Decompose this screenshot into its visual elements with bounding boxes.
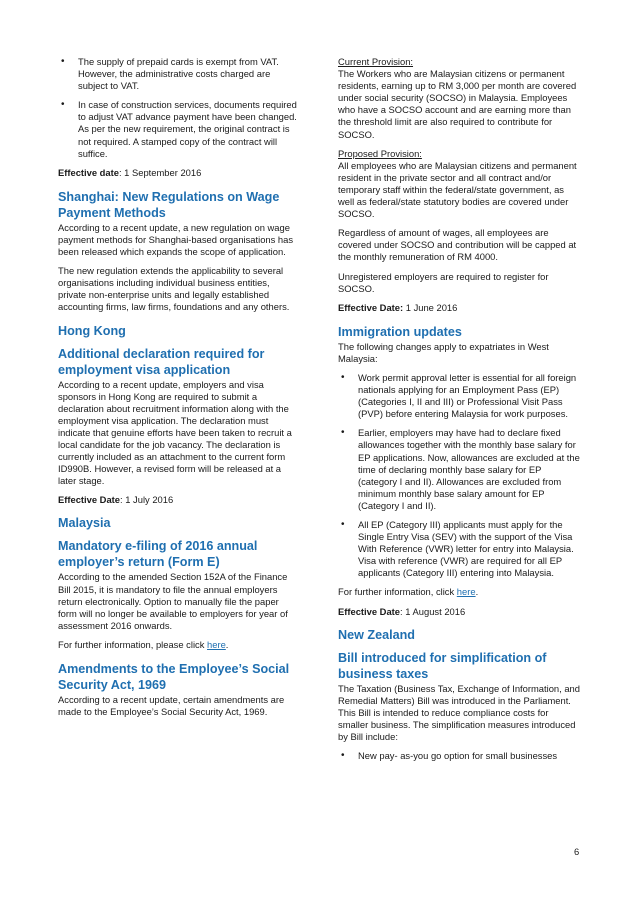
shanghai-paragraph-1: According to a recent update, a new regulation on wage payment methods for Shanghai-based organisations has been released which expands the scope of application. [58, 221, 294, 258]
hk-paragraph: According to a recent update, employers and visa sponsors in Hong Kong are required to submit a declaration about recruitment information along with the employment visa application. The declaration must indicate that genuine efforts have been taken to recruit a local candidate for the job vacancy. The declaration is currently included as an attachment to the current form ID990B. However, a revised form will be released at a later stage. [58, 378, 292, 487]
page-number: 6 [574, 846, 580, 857]
immigration-bullet-list [338, 372, 580, 580]
new-zealand-heading: New Zealand [338, 627, 415, 642]
list-item: • New pay- as-you go option for small businesses [338, 750, 580, 762]
immigration-here-link[interactable]: here [456, 586, 476, 598]
current-provision-text: The Workers who are Malaysian citizens or permanent residents, earning up to RM 3,000 per month are covered under social security (SOCSO) in Malaysia. Employees who have a SOCSO account and are earning more than the threshold limit are also required to contribute for SOCSO. [338, 68, 577, 140]
current-provision-label: Current Provision: [338, 56, 414, 67]
effective-date-immigration: Effective Date: 1 August 2016 [338, 605, 466, 617]
nz-bill-heading: Bill introduced for simplification of business taxes [338, 650, 547, 681]
effective-date-socso: Effective Date: 1 June 2016 [338, 301, 458, 313]
hong-kong-heading: Hong Kong [58, 323, 126, 338]
list-item: • Work permit approval letter is essential for all foreign nationals applying for an Employment Pass (EP) (Categories I, II and III) or Professional Visit Pass (PVP) before entering Malaysia for work purposes. [338, 372, 580, 420]
efiling-paragraph: According to the amended Section 152A of the Finance Bill 2015, it is mandatory to file the annual employers return electronically. Option to manually file the paper form will no longer be available to employers for year of assessment 2016 onwards. [58, 571, 288, 631]
hk-visa-heading: Additional declaration required for employment visa application [58, 346, 265, 377]
unregistered-paragraph: Unregistered employers are required to register for SOCSO. [338, 270, 549, 294]
shanghai-heading: Shanghai: New Regulations on Wage Payment Methods [58, 189, 280, 220]
effective-date-vat: Effective date: 1 September 2016 [58, 166, 202, 178]
list-item: • All EP (Category III) applicants must apply for the Single Entry Visa (SEV) with the support of the Visa With Reference (VWR) letter for entry into Malaysia. Visa with reference (VWR) are required for all EP applicants (Category III) entering into Malaysia. [338, 519, 580, 579]
efiling-here-link[interactable]: here [207, 638, 226, 650]
list-item: • Earlier, employers may have had to declare fixed allowances together with the monthly base salary for EP applications. Now, allowances are excluded at the time of declaring monthly base salary for EP (category I and II). Allowances are excluded from minimum monthly base salary amount for EP (Category I and II). [338, 427, 580, 512]
proposed-provision-label: Proposed Provision: [338, 147, 422, 159]
efiling-heading: Mandatory e-filing of 2016 annual employer’s return (Form E) [58, 539, 258, 570]
wages-paragraph: Regardless of amount of wages, all employees are covered under SOCSO and contribution will be capped at the monthly remuneration of RM 4000. [338, 227, 577, 263]
malaysia-heading: Malaysia [58, 516, 111, 531]
vat-bullet-list [58, 56, 300, 160]
right-column [338, 56, 580, 769]
list-item: • The supply of prepaid cards is exempt from VAT. However, the administrative costs charged are subject to VAT. [58, 56, 300, 92]
immigration-heading: Immigration updates [338, 324, 462, 339]
immigration-intro: The following changes apply to expatriates in West Malaysia: [338, 340, 549, 364]
efiling-info: For further information, please click here. [58, 638, 229, 650]
shanghai-paragraph-2: The new regulation extends the applicability to several organisations including individual business entities, private non-enterprise units and legally established accounting firms, law firms, foundations and any others. [58, 265, 290, 313]
immigration-info: For further information, click here. [338, 586, 479, 598]
left-column [58, 56, 300, 725]
nz-bullet-list [338, 750, 580, 762]
socso-amendments-paragraph: According to a recent update, certain amendments are made to the Employee’s Social Security Act, 1969. [58, 694, 285, 718]
effective-date-hk: Effective Date: 1 July 2016 [58, 494, 174, 506]
proposed-provision-text: All employees who are Malaysian citizens and permanent resident in the private sector and all contract and/or temporary staff within the federal/state government, as well as federal/state statutory bodies are covered under SOCSO. [338, 159, 577, 220]
nz-paragraph: The Taxation (Business Tax, Exchange of Information, and Remedial Matters) Bill was introduced in the Parliament. This Bill is intended to reduce compliance costs for smaller business. The simplification measures introduced by Bill include: [338, 682, 580, 743]
socso-amendments-heading: Amendments to the Employee’s Social Security Act, 1969 [58, 662, 290, 692]
list-item: • In case of construction services, documents required to adjust VAT advance payment have been changed. As per the new requirement, the original contract is not required. A stamped copy of the contract will suffice. [58, 99, 300, 159]
